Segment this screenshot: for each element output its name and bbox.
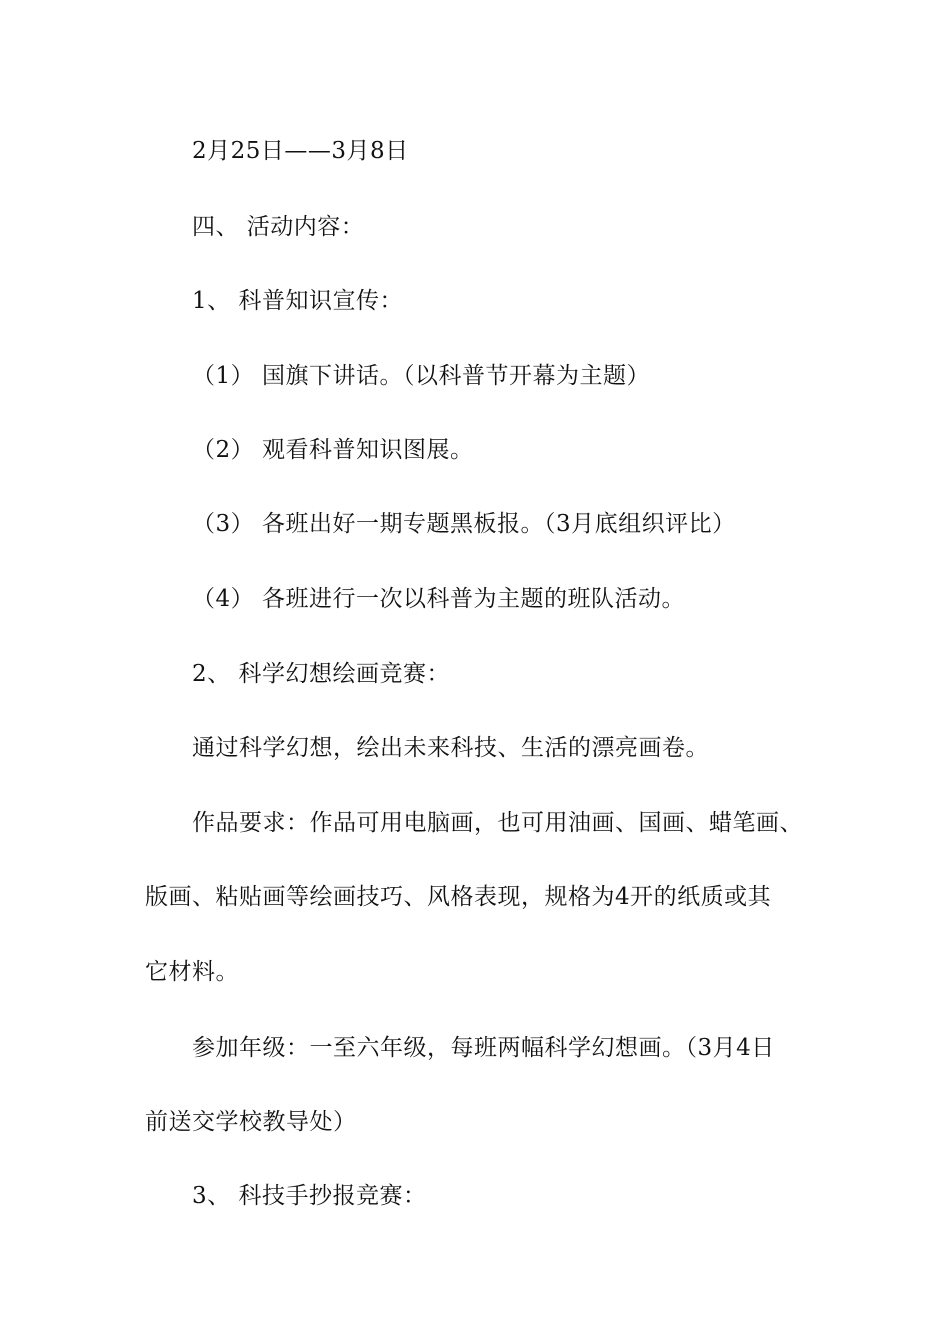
- section-heading-content: 四、 活动内容：: [192, 214, 365, 240]
- paragraph-requirements-line-1: 作品要求：作品可用电脑画，也可用油画、国画、蜡笔画、: [192, 810, 803, 836]
- paragraph-grades-line-1: 参加年级：一至六年级，每班两幅科学幻想画。（3月4日: [192, 1035, 775, 1061]
- subitem-flag-speech: （1） 国旗下讲话。（以科普节开幕为主题）: [192, 363, 650, 389]
- paragraph-requirements-line-2: 版画、粘贴画等绘画技巧、风格表现，规格为4开的纸质或其: [145, 884, 772, 910]
- item-heading-newspaper-contest: 3、 科技手抄报竞赛：: [192, 1183, 427, 1209]
- schedule-dates: 2月25日——3月8日: [192, 138, 409, 164]
- paragraph-painting-intro: 通过科学幻想，绘出未来科技、生活的漂亮画卷。: [192, 735, 709, 761]
- subitem-blackboard: （3） 各班出好一期专题黑板报。（3月底组织评比）: [192, 511, 736, 537]
- item-heading-painting-contest: 2、 科学幻想绘画竞赛：: [192, 661, 450, 687]
- subitem-class-activity: （4） 各班进行一次以科普为主题的班队活动。: [192, 586, 685, 612]
- paragraph-grades-line-2: 前送交学校教导处）: [145, 1109, 357, 1135]
- subitem-exhibition: （2） 观看科普知识图展。: [192, 437, 474, 463]
- paragraph-requirements-line-3: 它材料。: [145, 959, 239, 985]
- item-heading-science-publicity: 1、 科普知识宣传：: [192, 288, 403, 314]
